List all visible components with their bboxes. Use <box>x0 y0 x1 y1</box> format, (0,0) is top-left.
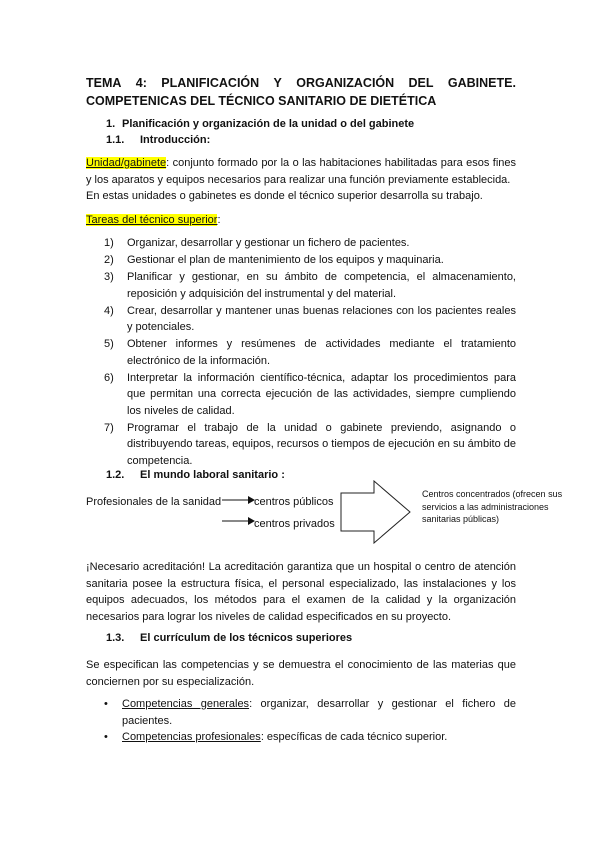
list-item <box>104 269 516 302</box>
tasks-label-highlight: Tareas del técnico superior <box>86 214 218 226</box>
title-word: DEL <box>408 76 434 90</box>
list-number: 3) <box>104 271 114 283</box>
section-1-heading: Planificación y organización de la unidad o del gabinete <box>122 118 415 130</box>
bullet-icon: • <box>104 698 108 710</box>
title-word: Y <box>273 76 282 90</box>
list-item <box>104 370 516 420</box>
list-item <box>104 336 516 369</box>
diagram-note: Centros concentrados (ofrecen sus servicios a las administraciones sanitarias públicas) <box>422 489 563 524</box>
diagram-private-centers: centros privados <box>254 518 335 530</box>
list-item <box>104 303 516 336</box>
list-text: Planificar y gestionar, en su ámbito de competencia, el almacenamiento, reposición y adquisición del instrumental y del material. <box>127 271 516 300</box>
big-arrow-shape <box>340 480 412 544</box>
bullet-term: Competencias profesionales <box>122 731 261 743</box>
title-word: 4: <box>135 76 147 90</box>
subsection-1-3-number: 1.3. <box>106 632 125 644</box>
list-item <box>104 729 516 746</box>
diagram-left-label: Profesionales de la sanidad <box>86 496 222 508</box>
page-title <box>86 74 516 110</box>
competencies-list <box>104 696 516 746</box>
list-item <box>104 420 516 470</box>
title-line-1 <box>86 74 516 92</box>
bullet-text: : específicas de cada técnico superior. <box>260 731 448 743</box>
intro-paragraph <box>86 155 516 188</box>
list-number: 1) <box>104 237 114 249</box>
curriculum-intro: Se especifican las competencias y se demuestra el conocimiento de las materias que conciernen por su especialización. <box>86 659 516 688</box>
list-text: Obtener informes y resúmenes de actividades mediante el tratamiento electrónico de la información. <box>127 338 516 367</box>
list-item <box>104 696 516 729</box>
list-item <box>104 252 516 269</box>
list-text: Organizar, desarrollar y gestionar un fichero de pacientes. <box>127 237 410 249</box>
bullet-text: : organizar, desarrollar y gestionar el fichero de pacientes. <box>122 698 516 727</box>
list-number: 6) <box>104 371 114 384</box>
highlighted-term: Unidad/gabinete <box>86 157 167 169</box>
bullet-term: Competencias generales <box>122 698 250 710</box>
intro-definition: : conjunto formado por la o las habitaciones habilitadas para esos fines y los aparatos y equipos necesarios para realizar una función previamente establecida. <box>86 157 516 186</box>
list-text: Interpretar la información científico-técnica, adaptar los procedimientos para que permitan una correcta ejecución de las actividades, siempre cumpliendo los niveles de calidad. <box>127 371 516 417</box>
title-line-2: COMPETENICAS DEL TÉCNICO SANITARIO DE DIETÉTICA <box>86 94 437 108</box>
accreditation-paragraph: ¡Necesario acreditación! La acreditación garantiza que un hospital o centro de atención sanitaria posee la estructura física, el personal especializado, las instalaciones y los equipos adecuados, los métodos para el examen de la calidad y la organización necesarios para lograr los niveles de calidad especificados en su proyecto. <box>86 561 516 623</box>
arrows-group <box>220 490 256 530</box>
tasks-label <box>86 212 221 229</box>
intro-second-sentence: En estas unidades o gabinetes es donde el técnico superior desarrolla su trabajo. <box>86 190 483 202</box>
arrow-right-icon <box>222 496 255 504</box>
arrow-right-icon <box>222 517 255 525</box>
section-1-number: 1. <box>106 118 116 130</box>
list-number: 2) <box>104 254 114 266</box>
list-item <box>104 235 516 252</box>
tasks-list <box>104 235 516 470</box>
list-text: Crear, desarrollar y mantener unas buenas relaciones con los pacientes reales y potenciales. <box>127 304 516 333</box>
title-word: GABINETE. <box>447 76 516 90</box>
title-word: ORGANIZACIÓN <box>296 76 395 90</box>
list-number: 5) <box>104 338 114 350</box>
list-number: 4) <box>104 304 114 317</box>
bullet-icon: • <box>104 731 108 743</box>
list-text: Programar el trabajo de la unidad o gabinete previendo, asignando o distribuyendo tareas, equipos, recursos o tiempos de ejecución en su ámbito de competencia. <box>127 421 516 467</box>
title-word: PLANIFICACIÓN <box>161 76 260 90</box>
list-number: 7) <box>104 421 114 434</box>
subsection-1-1-heading: Introducción: <box>140 134 211 146</box>
subsection-1-3-heading: El currículum de los técnicos superiores <box>140 632 353 644</box>
tasks-label-suffix: : <box>217 214 221 226</box>
list-text: Gestionar el plan de mantenimiento de los equipos y maquinaria. <box>127 254 444 266</box>
subsection-1-1-number: 1.1. <box>106 134 125 146</box>
diagram-public-centers: centros públicos <box>254 496 334 508</box>
subsection-1-2-heading: El mundo laboral sanitario : <box>140 469 285 481</box>
title-word: TEMA <box>86 76 122 90</box>
subsection-1-2-number: 1.2. <box>106 469 125 481</box>
